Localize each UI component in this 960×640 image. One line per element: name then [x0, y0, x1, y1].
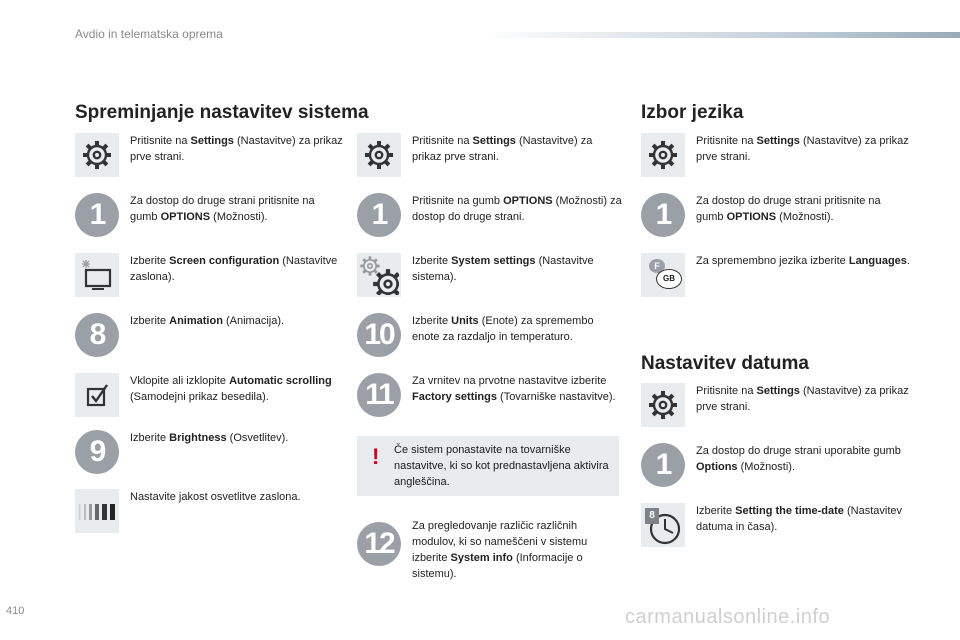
step-settings: Pritisnite na Settings (Nastavitve) za prikaz prve strani. [75, 133, 345, 177]
step-screen-config: Izberite Screen configuration (Nastavitve zaslona). [75, 253, 345, 297]
language-icon: F GB [641, 253, 685, 297]
step-number: 9 [75, 430, 119, 474]
warning-icon: ! [372, 444, 380, 469]
step-number: 11 [357, 373, 401, 417]
screen-icon [75, 253, 119, 297]
step-options-2: 1 Pritisnite na gumb OPTIONS (Možnosti) za dostop do druge strani. [357, 193, 622, 237]
step-number: 10 [357, 313, 401, 357]
header-divider [480, 32, 960, 38]
section-title-system: Spreminjanje nastavitev sistema [75, 102, 369, 123]
step-units: 10 Izberite Units (Enote) za spremembo enote za razdaljo in temperaturo. [357, 313, 622, 357]
step-factory-settings: 11 Za vrnitev na prvotne nastavitve izberite Factory settings (Tovarniške nastavitve). [357, 373, 622, 417]
step-number: 12 [357, 522, 401, 566]
warning-text: Če sistem ponastavite na tovarniške nastavitve, ki so kot prednastavljena aktivira angleščina. [394, 444, 609, 488]
checkbox-icon [75, 373, 119, 417]
step-date-options: 1 Za dostop do druge strani uporabite gumb Options (Možnosti). [641, 443, 911, 487]
step-lang-options: 1 Za dostop do druge strani pritisnite na gumb OPTIONS (Možnosti). [641, 193, 911, 237]
page-number: 410 [6, 605, 25, 617]
step-system-settings: Izberite System settings (Nastavitve sistema). [357, 253, 622, 297]
step-system-info: 12 Za pregledovanje različic različnih modulov, ki so nameščeni v sistemu izberite System info (Informacije o sistemu). [357, 518, 622, 582]
step-date-settings: Pritisnite na Settings (Nastavitve) za prikaz prve strani. [641, 383, 911, 427]
step-settings-2: Pritisnite na Settings (Nastavitve) za prikaz prve strani. [357, 133, 622, 177]
step-brightness: 9 Izberite Brightness (Osvetlitev). [75, 430, 345, 474]
section-title-language: Izbor jezika [641, 102, 744, 123]
watermark: carmanualsonline.info [625, 606, 831, 628]
step-number: 1 [641, 193, 685, 237]
step-time-date: 8 Izberite Setting the time-date (Nastavitev datuma in časa). [641, 503, 911, 547]
step-number: 1 [75, 193, 119, 237]
step-number: 8 [75, 313, 119, 357]
warning-box [357, 436, 619, 496]
step-animation: 8 Izberite Animation (Animacija). [75, 313, 345, 357]
step-lang-settings: Pritisnite na Settings (Nastavitve) za prikaz prve strani. [641, 133, 911, 177]
step-scrolling: Vklopite ali izklopite Automatic scrolling (Samodejni prikaz besedila). [75, 373, 345, 417]
section-title-date: Nastavitev datuma [641, 353, 809, 374]
system-settings-icon [357, 253, 401, 297]
brightness-bars-icon [75, 489, 119, 533]
settings-icon [357, 133, 401, 177]
settings-icon [75, 133, 119, 177]
clock-icon: 8 [641, 503, 685, 547]
step-options: 1 Za dostop do druge strani pritisnite na gumb OPTIONS (Možnosti). [75, 193, 345, 237]
step-number: 1 [357, 193, 401, 237]
step-brightness-level: Nastavite jakost osvetlitve zaslona. [75, 489, 345, 533]
settings-icon [641, 383, 685, 427]
step-languages: F GB Za spremembno jezika izberite Languages. [641, 253, 911, 297]
settings-icon [641, 133, 685, 177]
step-number: 1 [641, 443, 685, 487]
header-title: Avdio in telematska oprema [75, 27, 223, 41]
